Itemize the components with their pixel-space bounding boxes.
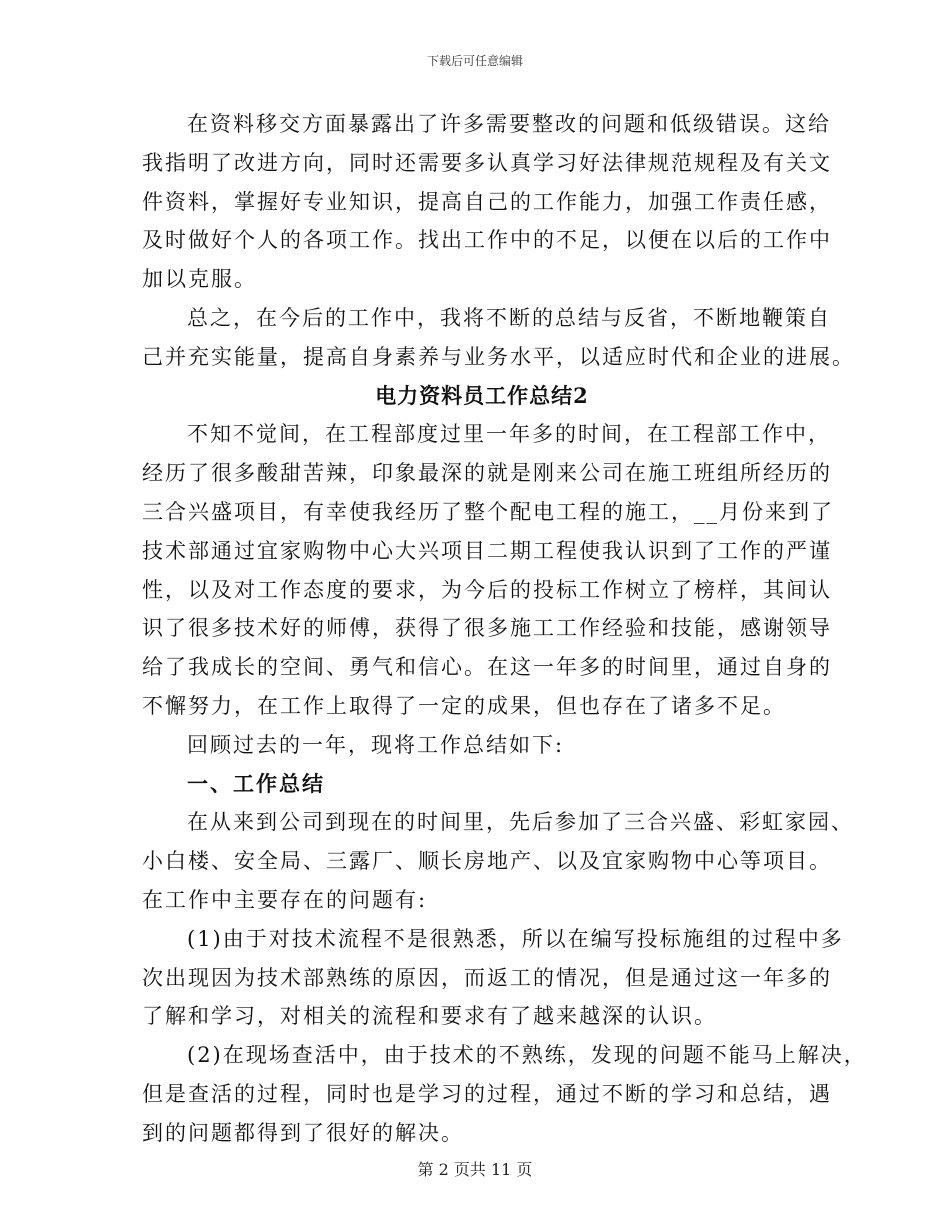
paragraph-line: (1)由于对技术流程不是很熟悉，所以在编写投标施组的过程中多 bbox=[187, 926, 844, 951]
page-header: 下载后可任意编辑 bbox=[426, 54, 523, 68]
section-title: 电力资料员工作总结2 bbox=[375, 382, 589, 408]
paragraph-line: 小白楼、安全局、三露厂、顺长房地产、以及宜家购物中心等项目。 bbox=[142, 849, 832, 874]
paragraph-line: 在资料移交方面暴露出了许多需要整改的问题和低级错误。这给 bbox=[187, 112, 831, 136]
paragraph-line: 在工作中主要存在的问题有: bbox=[142, 887, 428, 912]
paragraph-line: 技术部通过宜家购物中心大兴项目二期工程使我认识到了工作的严谨 bbox=[142, 538, 832, 563]
paragraph-line: 己并充实能量，提高自身素养与业务水平，以适应时代和企业的进展。 bbox=[142, 344, 855, 369]
paragraph-line: 在从来到公司到现在的时间里，先后参加了三合兴盛、彩虹家园、 bbox=[187, 810, 854, 835]
paragraph-line: (2)在现场查活中，由于技术的不熟练，发现的问题不能马上解决， bbox=[187, 1043, 867, 1068]
paragraph-line: 了解和学习，对相关的流程和要求有了越来越深的认识。 bbox=[142, 1004, 717, 1029]
paragraph-line: 经历了很多酸甜苦辣，印象最深的就是刚来公司在施工班组所经历的 bbox=[142, 461, 832, 486]
paragraph-line: 件资料，掌握好专业知识，提高自己的工作能力，加强工作责任感， bbox=[142, 189, 832, 214]
paragraph-line: 加以克服。 bbox=[142, 267, 257, 292]
paragraph-line: 次出现因为技术部熟练的原因，而返工的情况，但是通过这一年多的 bbox=[142, 965, 832, 990]
subsection-heading: 一、工作总结 bbox=[187, 770, 325, 796]
paragraph-line: 三合兴盛项目，有幸使我经历了整个配电工程的施工，__月份来到了 bbox=[142, 499, 834, 524]
paragraph-line: 但是查活的过程，同时也是学习的过程，通过不断的学习和总结，遇 bbox=[142, 1081, 832, 1106]
paragraph-line: 及时做好个人的各项工作。找出工作中的不足，以便在以后的工作中 bbox=[142, 228, 832, 253]
paragraph-line: 我指明了改进方向，同时还需要多认真学习好法律规范规程及有关文 bbox=[142, 150, 832, 175]
document-body bbox=[142, 105, 867, 1153]
paragraph-line: 到的问题都得到了很好的解决。 bbox=[142, 1120, 464, 1145]
paragraph-line: 不知不觉间，在工程部度过里一年多的时间，在工程部工作中， bbox=[187, 422, 831, 447]
paragraph-line: 识了很多技术好的师傅，获得了很多施工工作经验和技能，感谢领导 bbox=[142, 616, 832, 641]
paragraph-line: 总之，在今后的工作中，我将不断的总结与反省，不断地鞭策自 bbox=[187, 305, 831, 330]
paragraph-line: 回顾过去的一年，现将工作总结如下: bbox=[187, 732, 565, 757]
paragraph-line: 不懈努力，在工作上取得了一定的成果，但也存在了诸多不足。 bbox=[142, 693, 786, 718]
paragraph-line: 给了我成长的空间、勇气和信心。在这一年多的时间里，通过自身的 bbox=[142, 655, 832, 680]
page-footer: 第 2 页共 11 页 bbox=[417, 1160, 533, 1179]
paragraph-line: 性，以及对工作态度的要求，为今后的投标工作树立了榜样，其间认 bbox=[142, 577, 832, 602]
